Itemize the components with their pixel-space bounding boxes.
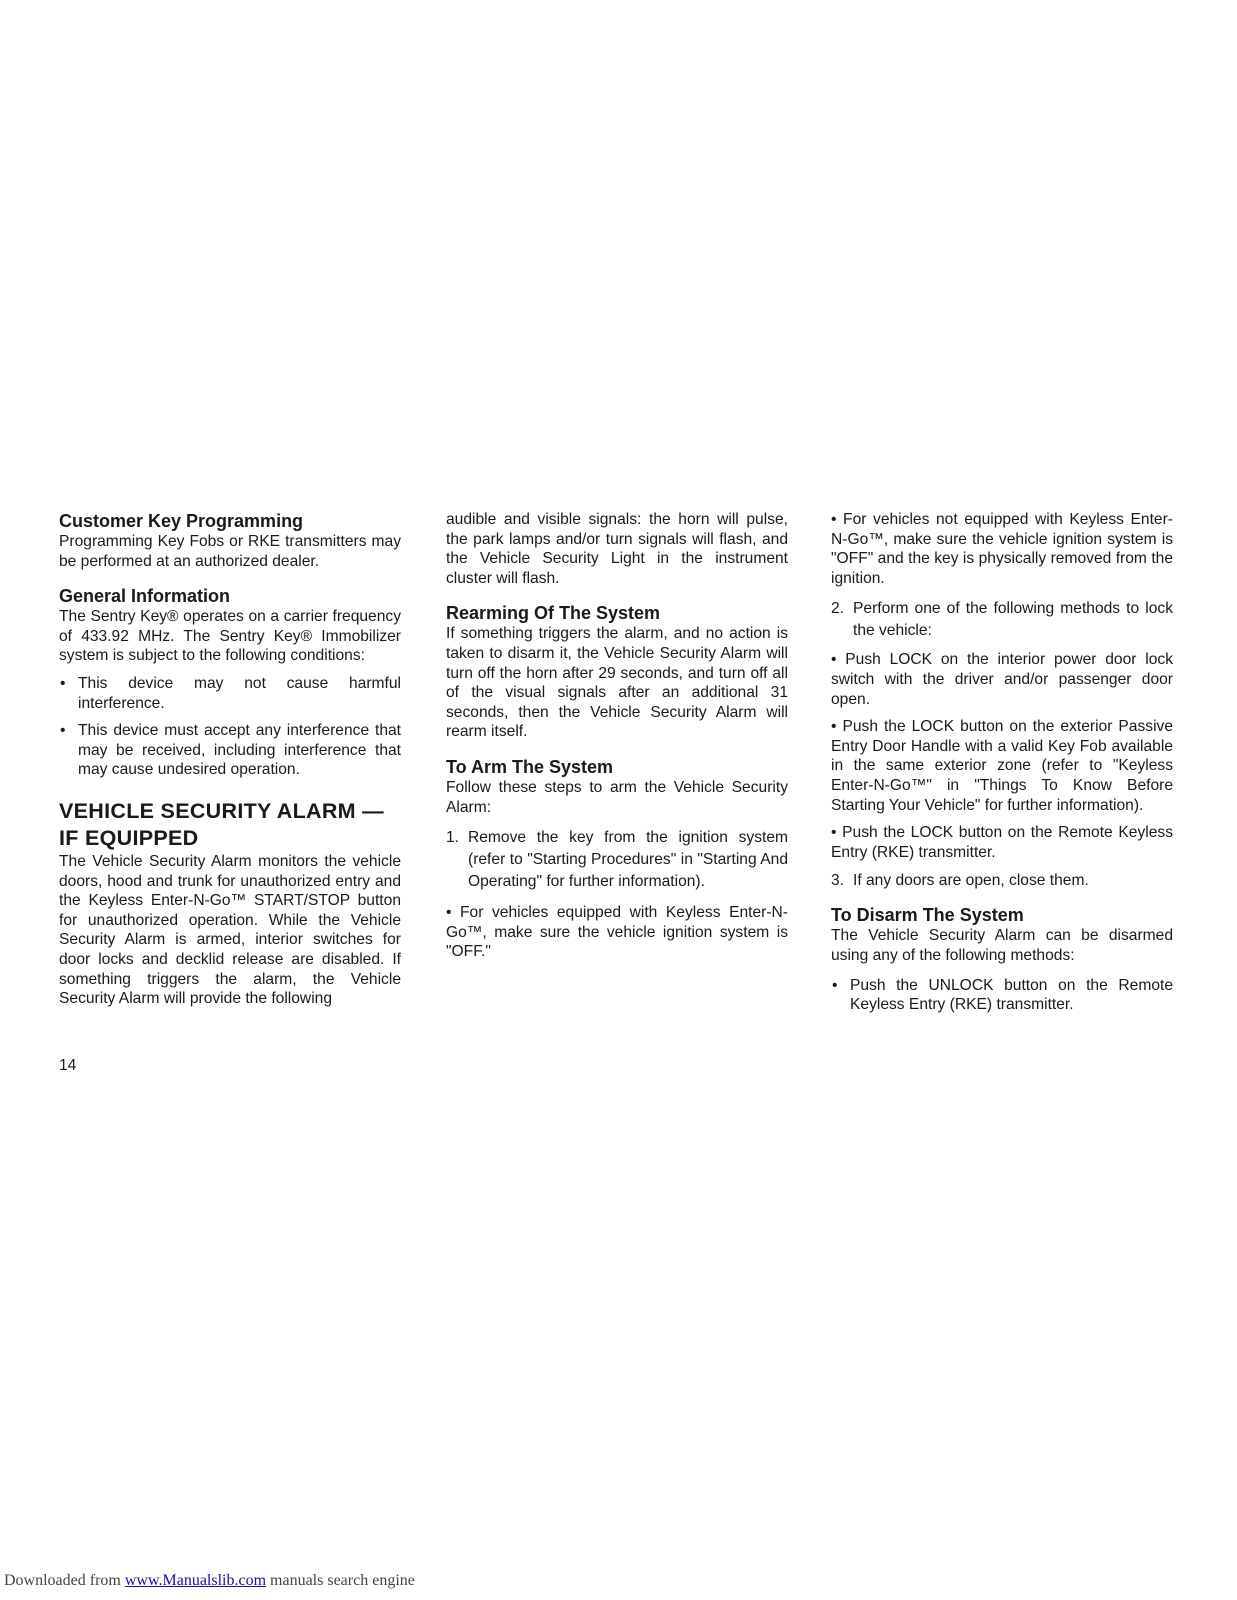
- heading-to-arm-the-system: To Arm The System: [446, 756, 614, 777]
- paragraph-general-information: The Sentry Key® operates on a carrier frequency of 433.92 MHz. The Sentry Key® Immobilizer system is subject to the following conditions:: [59, 608, 401, 665]
- column-1: [59, 510, 401, 1009]
- conditions-list: [59, 674, 401, 780]
- list-item-text: Push the UNLOCK button on the Remote Keyless Entry (RKE) transmitter.: [850, 976, 1173, 1014]
- footer-prefix: Downloaded from: [4, 1572, 125, 1589]
- footer-suffix: manuals search engine: [266, 1572, 415, 1589]
- paragraph-not-keyless-equipped: • For vehicles not equipped with Keyless Enter-N-Go™, make sure the vehicle ignition system is "OFF" and the key is physically removed from the ignition.: [831, 511, 1173, 587]
- arm-steps-list-continued: [831, 598, 1173, 642]
- paragraph-lock-method-2: • Push the LOCK button on the exterior Passive Entry Door Handle with a valid Key Fob available in the same exterior zone (refer to "Keyless Enter-N-Go™" in "Things To Know Before Starting Your Vehicle" for further information).: [831, 718, 1173, 814]
- paragraph-vehicle-security-alarm: The Vehicle Security Alarm monitors the vehicle doors, hood and trunk for unauthorized entry and the Keyless Enter-N-Go™ START/STOP button for unauthorized operation. While the Vehicle Security Alarm is armed, interior switches for door locks and decklid release are disabled. If something triggers the alarm, the Vehicle Security Alarm will provide the following: [59, 852, 401, 1008]
- paragraph-lock-method-3: • Push the LOCK button on the Remote Keyless Entry (RKE) transmitter.: [831, 824, 1173, 861]
- heading-customer-key-programming: Customer Key Programming: [59, 511, 304, 531]
- paragraph-rearming: If something triggers the alarm, and no action is taken to disarm it, the Vehicle Security Alarm will turn off the horn after 29 seconds, and turn off all of the visual signals after an additional 31 seconds, then the Vehicle Security Alarm will rearm itself.: [446, 625, 788, 741]
- paragraph-lock-method-1: • Push LOCK on the interior power door lock switch with the driver and/or passenger door open.: [831, 651, 1173, 708]
- step-text: If any doors are open, close them.: [853, 872, 1089, 890]
- page-number: 14: [59, 1057, 77, 1074]
- column-3: [831, 510, 1173, 1015]
- section-title-line-2: IF EQUIPPED: [59, 825, 199, 850]
- manualslib-link[interactable]: www.Manualslib.com: [124, 1572, 267, 1589]
- paragraph-disarm-intro: The Vehicle Security Alarm can be disarmed using any of the following methods:: [831, 927, 1173, 964]
- paragraph-customer-key-programming: Programming Key Fobs or RKE transmitters may be performed at an authorized dealer.: [59, 533, 401, 570]
- paragraph-keyless-equipped: • For vehicles equipped with Keyless Enter-N-Go™, make sure the vehicle ignition system is "OFF.": [446, 904, 788, 961]
- step-item: [446, 827, 788, 893]
- paragraph-alarm-signals: audible and visible signals: the horn will pulse, the park lamps and/or turn signals will flash, and the Vehicle Security Light in the instrument cluster will flash.: [446, 511, 788, 587]
- step-number: 2.: [831, 600, 845, 618]
- arm-steps-list-final: [831, 870, 1173, 892]
- step-item: [831, 870, 1173, 892]
- list-item: [831, 976, 1173, 1015]
- step-item: [831, 598, 1173, 642]
- step-text: Perform one of the following methods to lock the vehicle:: [853, 600, 1173, 640]
- heading-rearming-of-the-system: Rearming Of The System: [446, 603, 661, 624]
- list-item: [59, 674, 401, 713]
- section-title-vehicle-security-alarm: [59, 798, 401, 852]
- list-item-text: This device must accept any interference that may be received, including interference that may cause undesired operation.: [78, 722, 401, 779]
- bullet-icon: •: [60, 674, 66, 692]
- heading-to-disarm-the-system: To Disarm The System: [831, 905, 1024, 926]
- step-text: Remove the key from the ignition system (refer to "Starting Procedures" in "Starting And Operating" for further information).: [468, 829, 788, 891]
- list-item-text: This device may not cause harmful interference.: [78, 674, 401, 712]
- section-title-line-1: VEHICLE SECURITY ALARM —: [59, 798, 384, 823]
- heading-general-information: General Information: [59, 586, 231, 607]
- download-footer: [4, 1572, 415, 1590]
- arm-steps-list: [446, 827, 788, 893]
- disarm-methods-list: [831, 976, 1173, 1015]
- step-number: 1.: [446, 829, 460, 847]
- bullet-icon: •: [832, 976, 838, 994]
- column-2: [446, 510, 788, 962]
- bullet-icon: •: [60, 722, 66, 740]
- step-number: 3.: [831, 872, 845, 890]
- list-item: [59, 721, 401, 780]
- paragraph-arm-intro: Follow these steps to arm the Vehicle Security Alarm:: [446, 778, 788, 816]
